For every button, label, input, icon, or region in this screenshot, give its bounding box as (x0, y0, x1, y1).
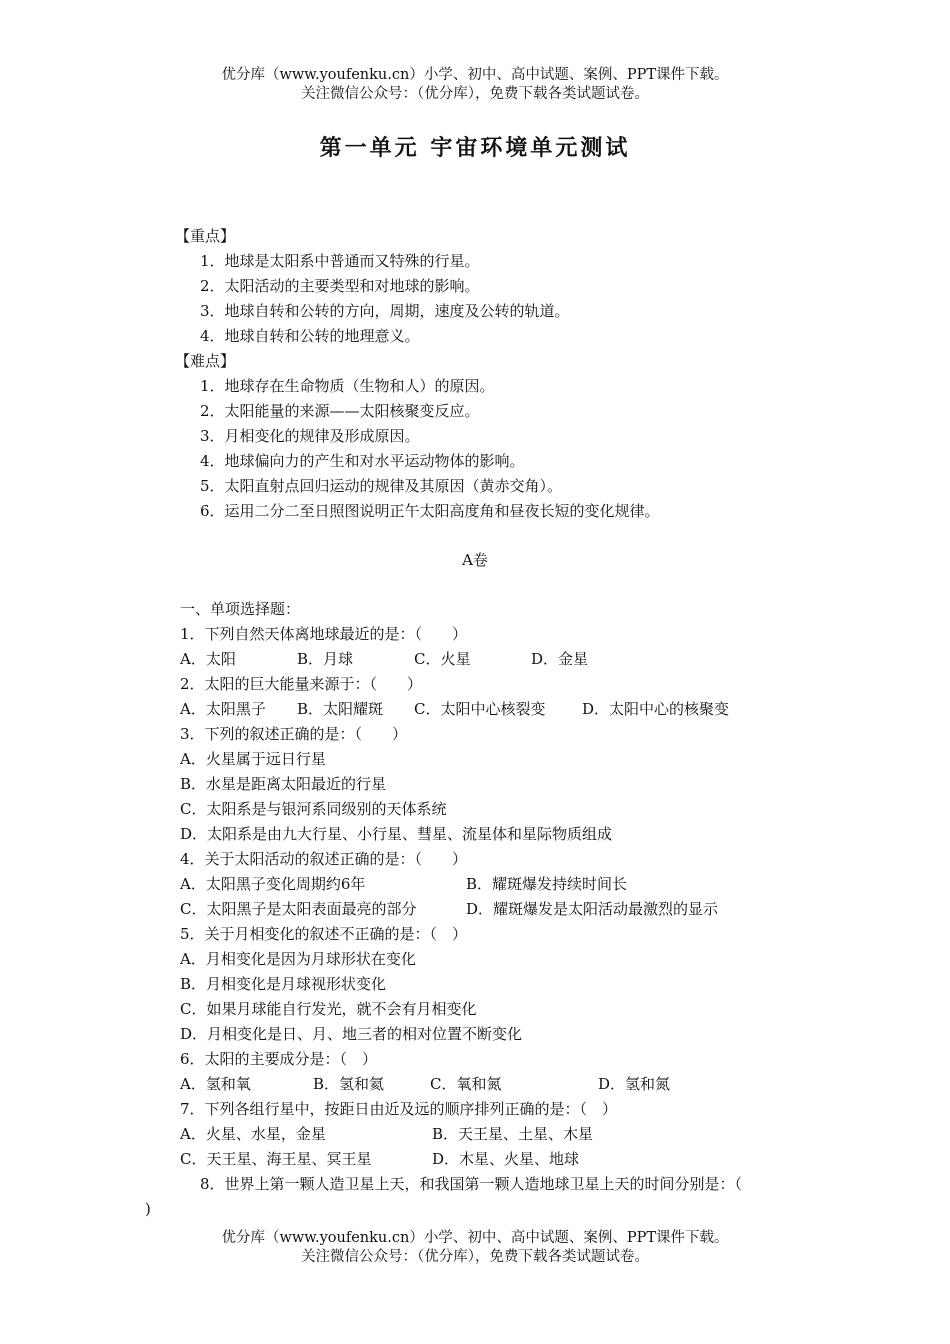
difficult-points-heading: 【难点】 (175, 352, 236, 370)
option-row (180, 697, 875, 722)
option: B．水星是距离太阳最近的行星 (180, 775, 387, 793)
question-stem: 7．下列各组行星中，按距日由近及远的顺序排列正确的是：（ ） (180, 1100, 618, 1118)
option: B．月相变化是月球视形状变化 (180, 975, 387, 993)
option: D．氢和氮 (598, 1075, 671, 1093)
option: D．金星 (531, 650, 589, 668)
option: D．月相变化是日、月、地三者的相对位置不断变化 (180, 1025, 523, 1043)
question-stem: 8．世界上第一颗人造卫星上天，和我国第一颗人造地球卫星上天的时间分别是：（ (200, 1175, 743, 1193)
option-row (180, 1147, 875, 1172)
key-point-item: 2．太阳活动的主要类型和对地球的影响。 (200, 277, 480, 295)
difficult-point-item: 4．地球偏向力的产生和对水平运动物体的影响。 (200, 452, 525, 470)
option: B．太阳耀斑 (297, 700, 384, 718)
option-row (180, 872, 875, 897)
paper-label: A卷 (462, 551, 488, 569)
option: D．太阳系是由九大行星、小行星、彗星、流星体和星际物质组成 (180, 825, 613, 843)
option: D．耀斑爆发是太阳活动最激烈的显示 (466, 900, 719, 918)
key-point-item: 1．地球是太阳系中普通而又特殊的行星。 (200, 252, 480, 270)
option: A．月相变化是因为月球形状在变化 (180, 950, 416, 968)
option: B．氢和氦 (313, 1075, 385, 1093)
question-stem: 5．关于月相变化的叙述不正确的是：（ ） (180, 925, 468, 943)
option: B．天王星、土星、木星 (432, 1125, 594, 1143)
question-stem: 1．下列自然天体离地球最近的是：（ ） (180, 625, 468, 643)
question-stem: 6．太阳的主要成分是：（ ） (180, 1050, 378, 1068)
key-points-heading: 【重点】 (175, 227, 236, 245)
option: D．太阳中心的核聚变 (582, 700, 730, 718)
option-row (180, 897, 875, 922)
key-point-item: 3．地球自转和公转的方向，周期，速度及公转的轨道。 (200, 302, 570, 320)
option: A．火星、水星，金星 (180, 1125, 326, 1143)
option: B．耀斑爆发持续时间长 (466, 875, 628, 893)
question-stem: 2．太阳的巨大能量来源于：（ ） (180, 675, 423, 693)
option: C．如果月球能自行发光，就不会有月相变化 (180, 1000, 477, 1018)
questions-section (145, 597, 875, 1222)
key-point-item: 4．地球自转和公转的地理意义。 (200, 327, 420, 345)
question-stem: 3．下列的叙述正确的是：（ ） (180, 725, 408, 743)
question-stem-wrap: ) (145, 1200, 151, 1218)
option: D．木星、火星、地球 (432, 1150, 580, 1168)
page-header (0, 66, 950, 104)
option: C．太阳黑子是太阳表面最亮的部分 (180, 900, 417, 918)
footer-line-2: 关注微信公众号：（优分库），免费下载各类试题试卷。 (301, 1249, 649, 1265)
difficult-point-item: 5．太阳直射点回归运动的规律及其原因（黄赤交角）。 (200, 477, 563, 495)
option: A．氢和氧 (180, 1075, 251, 1093)
points-section (175, 224, 875, 524)
section-title: 一、单项选择题： (180, 600, 301, 618)
document-title: 第一单元 宇宙环境单元测试 (319, 136, 631, 161)
option: A．太阳 (180, 650, 236, 668)
option: C．太阳系是与银河系同级别的天体系统 (180, 800, 447, 818)
header-line-1: 优分库（www.youfenku.cn）小学、初中、高中试题、案例、PPT课件下载。 (221, 67, 729, 83)
option-row (180, 1072, 875, 1097)
question-stem: 4．关于太阳活动的叙述正确的是：（ ） (180, 850, 468, 868)
option: C．太阳中心核裂变 (414, 700, 546, 718)
difficult-point-item: 1．地球存在生命物质（生物和人）的原因。 (200, 377, 495, 395)
option-row (180, 1122, 875, 1147)
footer-line-1: 优分库（www.youfenku.cn）小学、初中、高中试题、案例、PPT课件下载。 (221, 1230, 729, 1246)
option: B．月球 (297, 650, 354, 668)
page-footer (0, 1229, 950, 1267)
header-line-2: 关注微信公众号：（优分库），免费下载各类试题试卷。 (301, 86, 649, 102)
option: A．太阳黑子变化周期约6年 (180, 875, 366, 893)
option: C．氧和氮 (430, 1075, 502, 1093)
difficult-point-item: 3．月相变化的规律及形成原因。 (200, 427, 420, 445)
option-row (180, 647, 875, 672)
option: A．火星属于远日行星 (180, 750, 326, 768)
option: C．天王星、海王星、冥王星 (180, 1150, 372, 1168)
option: A．太阳黑子 (180, 700, 266, 718)
option: C．火星 (414, 650, 471, 668)
difficult-point-item: 2．太阳能量的来源——太阳核聚变反应。 (200, 402, 480, 420)
difficult-point-item: 6．运用二分二至日照图说明正午太阳高度角和昼夜长短的变化规律。 (200, 502, 660, 520)
